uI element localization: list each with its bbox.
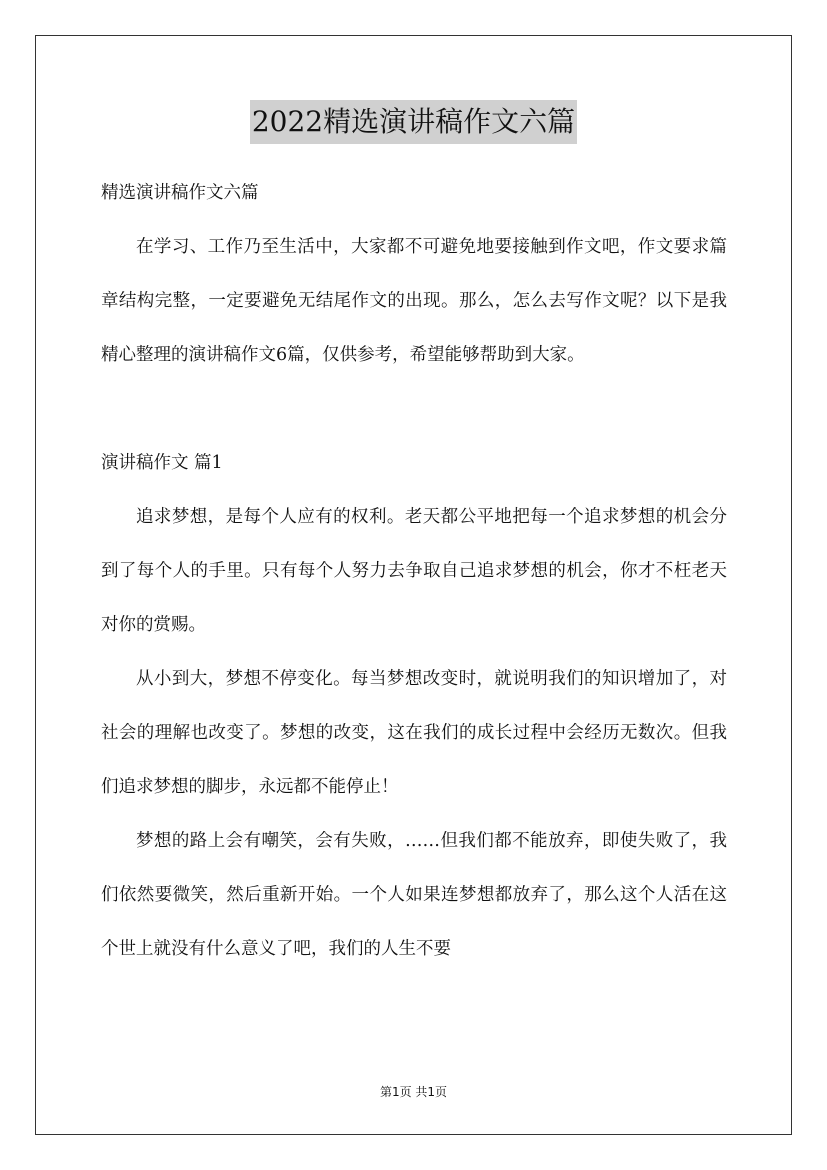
document-title [0, 100, 827, 144]
document-body [101, 166, 727, 976]
section-heading: 演讲稿作文 篇1 [101, 453, 223, 473]
body-paragraph-2: 从小到大，梦想不停变化。每当梦想改变时，就说明我们的知识增加了，对社会的理解也改变了。梦想的改变，这在我们的成长过程中会经历无数次。但我们追求梦想的脚步，永远都不能停止！ [101, 669, 727, 797]
page-number: 第1页 共1页 [379, 1085, 448, 1099]
spacer [101, 382, 727, 436]
intro-paragraph: 在学习、工作乃至生活中，大家都不可避免地要接触到作文吧，作文要求篇章结构完整，一定要避免无结尾作文的出现。那么，怎么去写作文呢？以下是我精心整理的演讲稿作文6篇，仅供参考，希望能够帮助到大家。 [101, 237, 727, 365]
body-paragraph-3: 梦想的路上会有嘲笑，会有失败，……但我们都不能放弃，即使失败了，我们依然要微笑，然后重新开始。一个人如果连梦想都放弃了，那么这个人活在这个世上就没有什么意义了吧，我们的人生不要 [101, 831, 727, 959]
body-paragraph-1: 追求梦想，是每个人应有的权利。老天都公平地把每一个追求梦想的机会分到了每个人的手里。只有每个人努力去争取自己追求梦想的机会，你才不枉老天对你的赏赐。 [101, 507, 727, 635]
document-title-text: 2022精选演讲稿作文六篇 [250, 100, 577, 144]
document-subtitle: 精选演讲稿作文六篇 [101, 183, 259, 203]
